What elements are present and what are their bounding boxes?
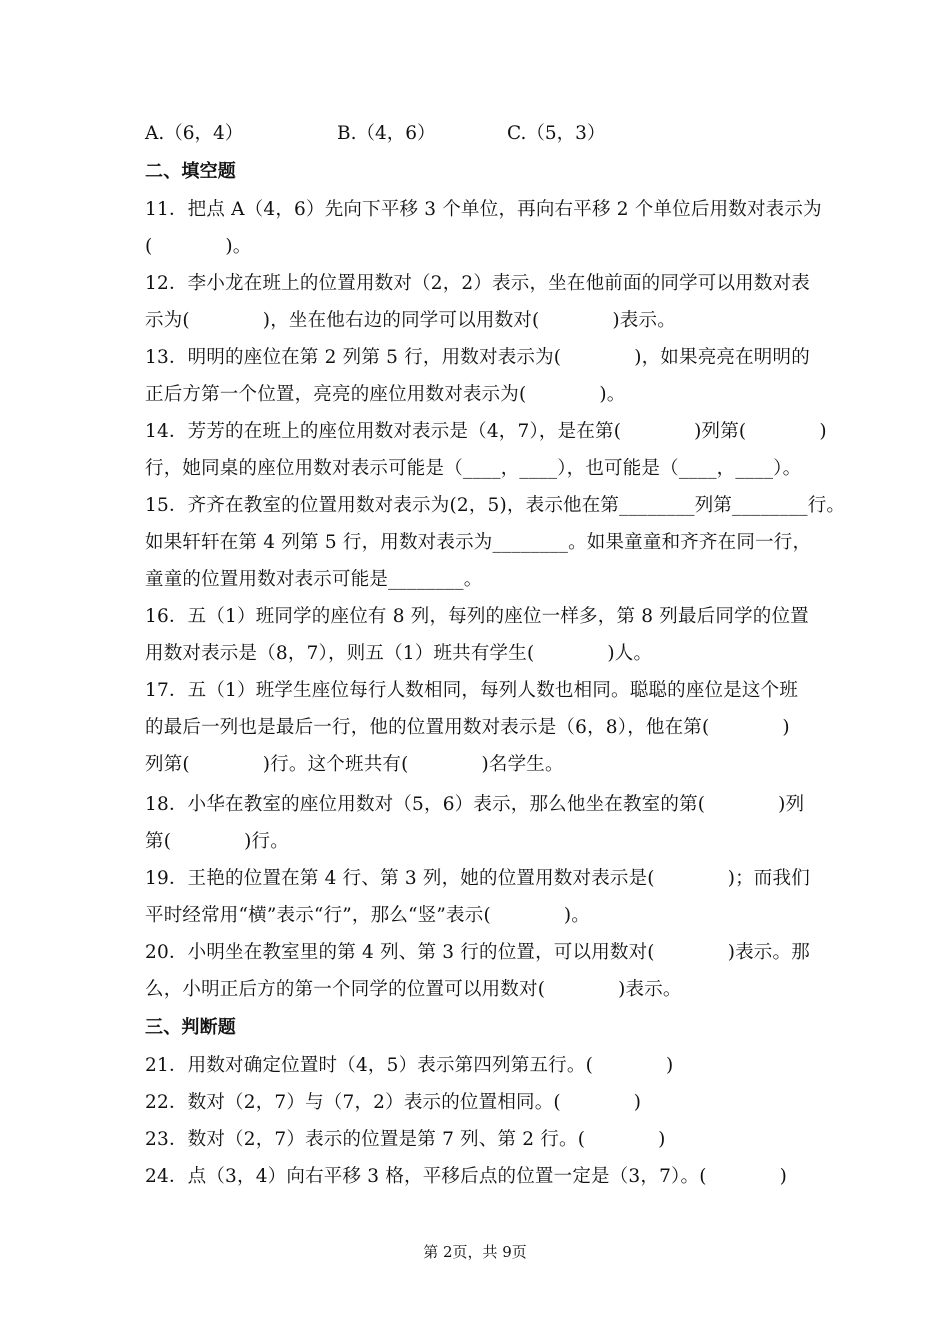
question-line: 列第( )行。这个班共有( )名学生。 bbox=[145, 754, 564, 775]
question-line: 行，她同桌的座位用数对表示可能是（____，____），也可能是（____，____）。 bbox=[145, 458, 802, 479]
question-line: 15．齐齐在教室的位置用数对表示为(2，5)，表示他在第________列第________行。 bbox=[145, 495, 846, 516]
page-footer: 第 2页，共 9页 bbox=[423, 1243, 527, 1261]
judge-line: 21．用数对确定位置时（4，5）表示第四列第五行。( ) bbox=[145, 1055, 674, 1076]
question-line: 的最后一列也是最后一行，他的位置用数对表示是（6，8），他在第( ) bbox=[145, 717, 790, 738]
question-line: 示为( )，坐在他右边的同学可以用数对( )表示。 bbox=[145, 310, 676, 331]
judge-line: 23．数对（2，7）表示的位置是第 7 列、第 2 行。( ) bbox=[145, 1129, 666, 1150]
question-line: 12．李小龙在班上的位置用数对（2，2）表示，坐在他前面的同学可以用数对表 bbox=[145, 273, 810, 294]
question-line: 正后方第一个位置，亮亮的座位用数对表示为( )。 bbox=[145, 384, 626, 405]
question-line: 19．王艳的位置在第 4 行、第 3 列，她的位置用数对表示是( )；而我们 bbox=[145, 868, 810, 889]
question-line: 用数对表示是（8，7），则五（1）班共有学生( )人。 bbox=[145, 643, 653, 664]
question-line: 17．五（1）班学生座位每行人数相同，每列人数也相同。聪聪的座位是这个班 bbox=[145, 680, 799, 701]
question-line: 童童的位置用数对表示可能是________。 bbox=[145, 569, 483, 590]
question-line: 么，小明正后方的第一个同学的位置可以用数对( )表示。 bbox=[145, 979, 682, 1000]
question-line: ( )。 bbox=[145, 236, 252, 257]
judge-line: 22．数对（2，7）与（7，2）表示的位置相同。( ) bbox=[145, 1092, 642, 1113]
question-line: 16．五（1）班同学的座位有 8 列，每列的座位一样多，第 8 列最后同学的位置 bbox=[145, 606, 809, 627]
question-line: 14．芳芳的在班上的座位用数对表示是（4，7），是在第( )列第( ) bbox=[145, 421, 827, 442]
question-line: 18．小华在教室的座位用数对（5，6）表示，那么他坐在教室的第( )列 bbox=[145, 794, 805, 815]
question-line: 20．小明坐在教室里的第 4 列、第 3 行的位置，可以用数对( )表示。那 bbox=[145, 942, 810, 963]
question-line: 如果轩轩在第 4 列第 5 行，用数对表示为________。如果童童和齐齐在同一行， bbox=[145, 532, 812, 553]
question-line: 平时经常用“横”表示“行”，那么“竖”表示( )。 bbox=[145, 905, 590, 926]
question-line: 11．把点 A（4，6）先向下平移 3 个单位，再向右平移 2 个单位后用数对表示为 bbox=[145, 199, 822, 220]
option-c: C.（5，3） bbox=[507, 123, 606, 144]
option-a: A.（6，4） bbox=[145, 123, 244, 144]
question-line: 13．明明的座位在第 2 列第 5 行，用数对表示为( )，如果亮亮在明明的 bbox=[145, 347, 810, 368]
section-heading-judge: 三、判断题 bbox=[145, 1017, 236, 1038]
section-heading-fill-in: 二、填空题 bbox=[145, 161, 236, 182]
question-line: 第( )行。 bbox=[145, 831, 289, 852]
option-b: B.（4，6） bbox=[337, 123, 436, 144]
judge-line: 24．点（3，4）向右平移 3 格，平移后点的位置一定是（3，7）。( ) bbox=[145, 1166, 788, 1187]
